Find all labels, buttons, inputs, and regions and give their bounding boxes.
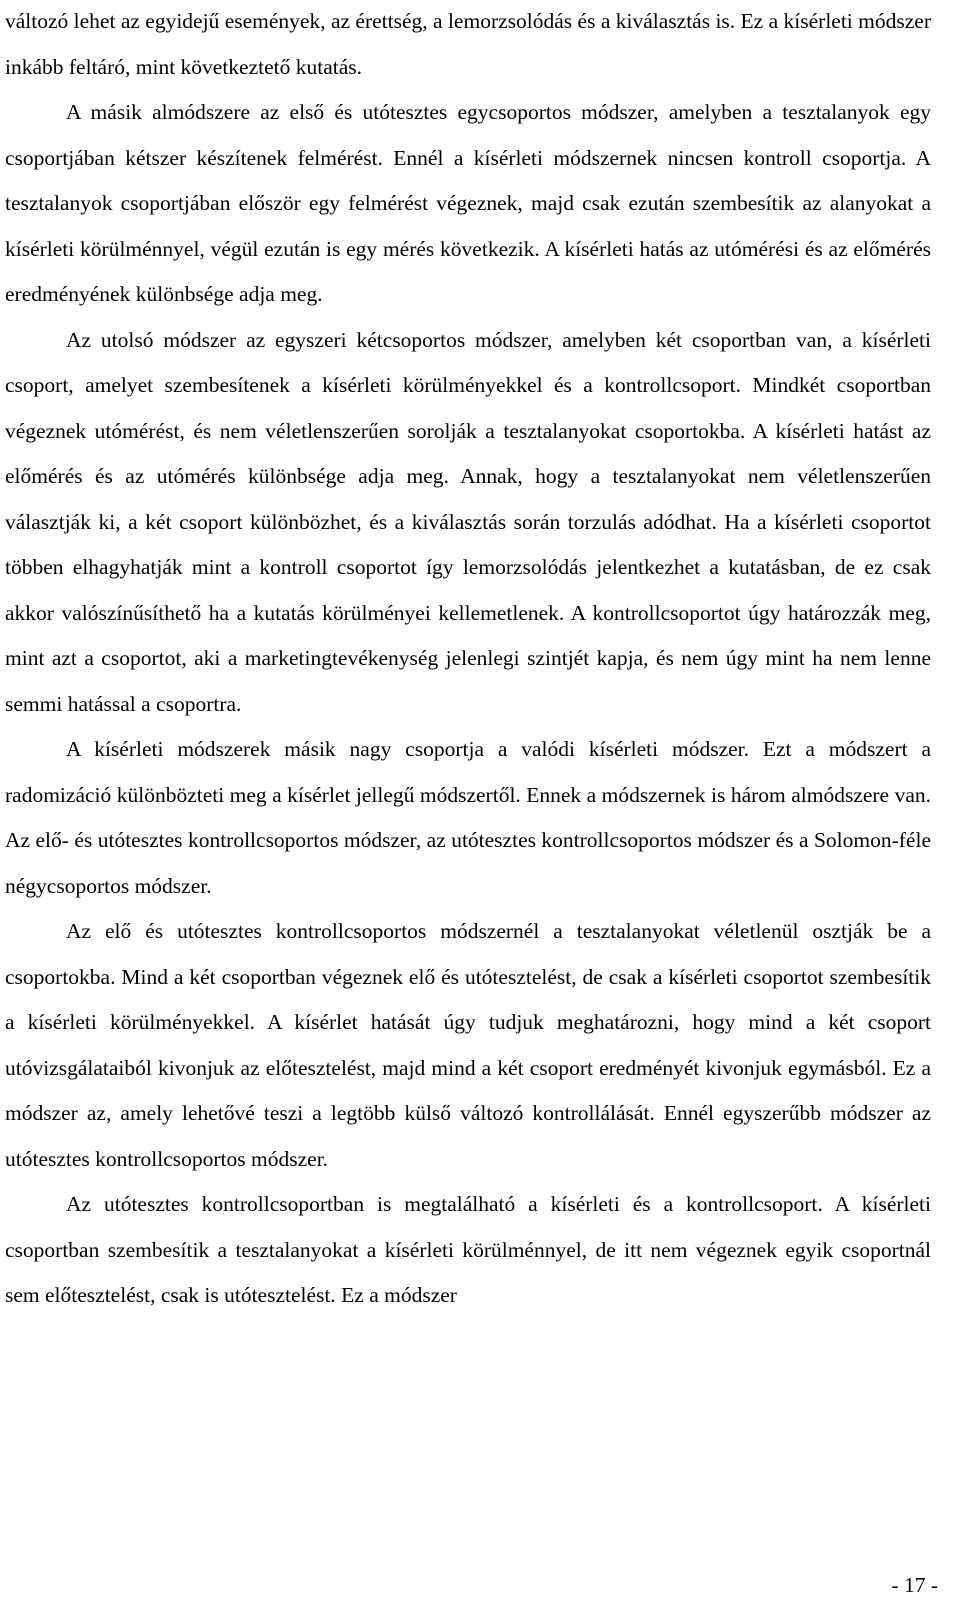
paragraph: Az utótesztes kontrollcsoportban is megtalálható a kísérleti és a kontrollcsoport. A kísérleti csoportban szembesítik a tesztalanyokat a kísérleti körülménnyel, de itt nem végeznek egyik csoportnál sem előtesztelést, csak is utótesztelést. Ez a módszer: [5, 1192, 931, 1307]
paragraph: változó lehet az egyidejű események, az érettség, a lemorzsolódás és a kiválasztás is. Ez a kísérleti módszer inkább feltáró, mint következtető kutatás.: [5, 9, 931, 79]
body-text: [5, 0, 931, 1319]
page-number: - 17 -: [891, 1573, 938, 1597]
paragraph: A másik almódszere az első és utótesztes egycsoportos módszer, amelyben a tesztalanyok egy csoportjában kétszer készítenek felmérést. Ennél a kísérleti módszernek nincsen kontroll csoportja. A tesztalanyok csoportjában először egy felmérést végeznek, majd csak ezután szembesítik az alanyokat a kísérleti körülménnyel, végül ezután is egy mérés következik. A kísérleti hatás az utómérési és az előmérés eredményének különbsége adja meg.: [5, 100, 931, 306]
paragraph: Az utolsó módszer az egyszeri kétcsoportos módszer, amelyben két csoportban van, a kísérleti csoport, amelyet szembesítenek a kísérleti körülményekkel és a kontrollcsoport. Mindkét csoportban végeznek utómérést, és nem véletlenszerűen sorolják a tesztalanyokat csoportokba. A kísérleti hatást az előmérés és az utómérés különbsége adja meg. Annak, hogy a tesztalanyokat nem véletlenszerűen választják ki, a két csoport különbözhet, és a kiválasztás során torzulás adódhat. Ha a kísérleti csoportot többen elhagyhatják mint a kontroll csoportot így lemorzsolódás jelentkezhet a kutatásban, de ez csak akkor valószínűsíthető ha a kutatás körülményei kellemetlenek. A kontrollcsoportot úgy határozzák meg, mint azt a csoportot, aki a marketingtevékenység jelenlegi szintjét kapja, és nem úgy mint ha nem lenne semmi hatással a csoportra.: [5, 327, 931, 716]
paragraph: Az elő és utótesztes kontrollcsoportos módszernél a tesztalanyokat véletlenül osztják be a csoportokba. Mind a két csoportban végeznek elő és utótesztelést, de csak a kísérleti csoportot szembesítik a kísérleti körülményekkel. A kísérlet hatását úgy tudjuk meghatározni, hogy mind a két csoport utóvizsgálataiból kivonjuk az előtesztelést, majd mind a két csoport eredményét kivonjuk egymásból. Ez a módszer az, amely lehetővé teszi a legtöbb külső változó kontrollálását. Ennél egyszerűbb módszer az utótesztes kontrollcsoportos módszer.: [5, 919, 931, 1171]
paragraph: A kísérleti módszerek másik nagy csoportja a valódi kísérleti módszer. Ezt a módszert a radomizáció különbözteti meg a kísérlet jellegű módszertől. Ennek a módszernek is három almódszere van. Az elő- és utótesztes kontrollcsoportos módszer, az utótesztes kontrollcsoportos módszer és a Solomon-féle négycsoportos módszer.: [5, 737, 931, 898]
